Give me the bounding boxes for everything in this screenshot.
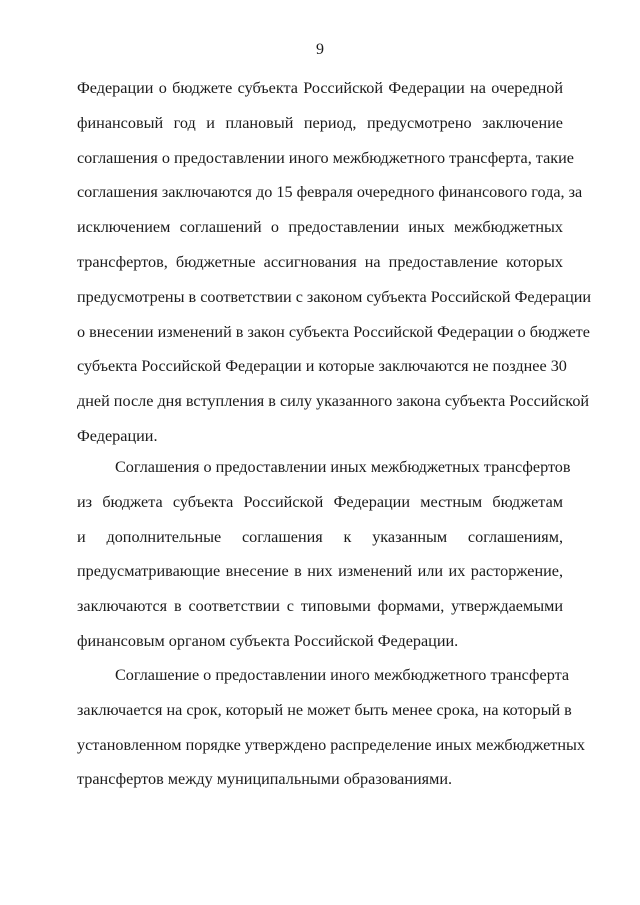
paragraph-2 [77, 450, 571, 659]
paragraph-1 [77, 71, 592, 454]
paragraph-line: финансовый год и плановый период, предусмотрено заключение [77, 113, 563, 132]
paragraph-line: соглашения о предоставлении иного межбюджетного трансферта, такие [77, 148, 574, 167]
paragraph-line: трансфертов между муниципальными образованиями. [77, 770, 453, 789]
paragraph-line: заключаются в соответствии с типовыми формами, утверждаемыми [77, 597, 563, 616]
paragraph-line: трансфертов, бюджетные ассигнования на предоставление которых [77, 252, 563, 271]
paragraph-line: соглашения заключаются до 15 февраля очередного финансового года, за [77, 183, 583, 202]
paragraph-line: и дополнительные соглашения к указанным соглашениям, [77, 527, 563, 546]
paragraph-line: из бюджета субъекта Российской Федерации местным бюджетам [77, 492, 563, 511]
paragraph-line: дней после дня вступления в силу указанного закона субъекта Российской [77, 392, 590, 411]
paragraph-line: установленном порядке утверждено распределение иных межбюджетных [77, 735, 585, 754]
paragraph-line: Соглашения о предоставлении иных межбюджетных трансфертов [115, 458, 571, 476]
paragraph-line: Федерации. [77, 426, 158, 445]
paragraph-line: субъекта Российской Федерации и которые заключаются не позднее 30 [77, 357, 567, 376]
paragraph-line: Соглашение о предоставлении иного межбюджетного трансферта [115, 666, 570, 684]
paragraph-3 [77, 658, 585, 797]
paragraph-line: предусмотрены в соответствии с законом субъекта Российской Федерации [77, 287, 592, 306]
paragraph-line: Федерации о бюджете субъекта Российской Федерации на очередной [77, 79, 563, 97]
paragraph-line: предусматривающие внесение в них изменений или их расторжение, [77, 562, 563, 581]
paragraph-line: заключается на срок, который не может быть менее срока, на который в [77, 700, 572, 719]
paragraph-line: финансовым органом субъекта Российской Федерации. [77, 631, 459, 650]
paragraph-line: исключением соглашений о предоставлении иных межбюджетных [77, 218, 563, 237]
page-number: 9 [316, 41, 324, 58]
paragraph-line: о внесении изменений в закон субъекта Российской Федерации о бюджете [77, 322, 590, 341]
